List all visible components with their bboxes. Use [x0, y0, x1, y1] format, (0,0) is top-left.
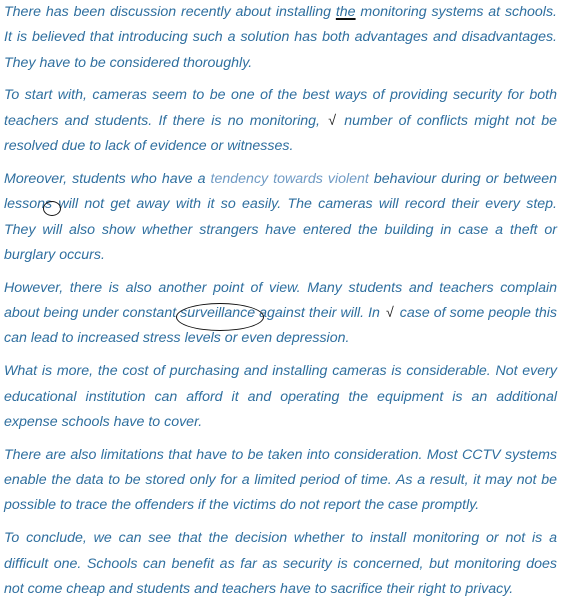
correction-tick-mark: √ [328, 112, 337, 129]
highlighted-phrase: tendency towards violent [210, 170, 369, 187]
correction-tick-mark: √ [385, 305, 394, 322]
circled-word-surveillance: surveillance [180, 305, 255, 321]
underlined-word-the: the [335, 4, 356, 20]
paragraph-6: There are also limitations that have to be taken into consideration. Most CCTV systems enable the data to be stored only for a limited period of time. As a result, it may not be possible to trace the offenders if the victims do not report the case promptly. [4, 446, 557, 514]
paragraph-7: To conclude, we can see that the decision whether to install monitoring or not is a difficult one. Schools can benefit as far as security is concerned, but monitoring does not come cheap and students and teachers have to sacrifice their right to privacy. [4, 530, 557, 597]
paragraph-1: There has been discussion recently about installing the monitoring systems at schools. It is believed that introducing such a solution has both advantages and disadvantages. They have to be considered thoroughly. [4, 4, 557, 71]
essay-document [4, 0, 557, 610]
paragraph-5: What is more, the cost of purchasing and installing cameras is considerable. Not every educational institution can afford it and operating the equipment is an additional expense schools have to cover. [4, 363, 557, 430]
paragraph-4: However, there is also another point of view. Many students and teachers complain about being under constant surveillance against their will. In √ case of some people this can lead to increased stress levels or even depression. [4, 279, 557, 347]
paragraph-2: To start with, cameras seem to be one of the best ways of providing security for both teachers and students. If there is no monitoring, √ number of conflicts might not be resolved due to lack of evidence or witnesses. [4, 87, 557, 155]
paragraph-3: Moreover, students who have a tendency towards violent behaviour during or between lessons will not get away with it so easily. The cameras will record their every step. They will also show whether strangers have entered the building in case a theft or burglary occurs. [4, 170, 557, 263]
